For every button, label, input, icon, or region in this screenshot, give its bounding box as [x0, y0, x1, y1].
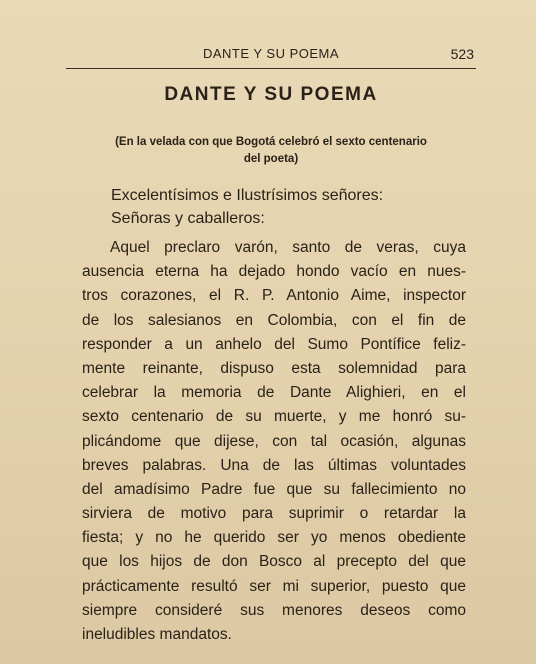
body-paragraph	[82, 236, 466, 647]
text-line: sexto centenario de su muerte, y me honró su-	[82, 408, 466, 426]
text-line: sirviera de motivo para suprimir o retardar la	[82, 505, 466, 523]
salutation	[111, 184, 383, 230]
text-line: mente reinante, dispuso esta solemnidad para	[82, 359, 466, 377]
text-line: tros corazones, el R. P. Antonio Aime, inspector	[82, 287, 466, 305]
text-line: ineludibles mandatos.	[82, 626, 232, 643]
text-line: celebrar la memoria de Dante Alighieri, en el	[82, 384, 466, 402]
text-line: plicándome que dijese, con tal ocasión, algunas	[82, 432, 466, 450]
text-line: responder a un anhelo del Sumo Pontífice feliz-	[82, 335, 466, 353]
subtitle-line-2: del poeta)	[243, 153, 299, 165]
chapter-title: DANTE Y SU POEMA	[164, 84, 378, 105]
text-line: del amadísimo Padre fue que su fallecimiento no	[82, 480, 466, 498]
running-title: DANTE Y SU POEMA	[202, 46, 340, 61]
salutation-line-2: Señoras y caballeros:	[111, 210, 265, 227]
text-line: fiesta; y no he querido ser yo menos obediente	[82, 529, 466, 547]
salutation-line-1: Excelentísimos e Ilustrísimos señores:	[111, 187, 384, 204]
chapter-subtitle	[80, 134, 462, 168]
text-line: Aquel preclaro varón, santo de veras, cuya	[110, 239, 466, 256]
text-line: prácticamente resultó ser mi superior, puesto que	[82, 577, 466, 595]
text-line: breves palabras. Una de las últimas voluntades	[82, 456, 466, 474]
text-line: siempre consideré sus menores deseos como	[82, 601, 466, 619]
text-line: ausencia eterna ha dejado hondo vacío en nues-	[82, 263, 466, 281]
page-number: 523	[450, 46, 474, 62]
text-line: que los hijos de don Bosco al precepto del que	[82, 553, 466, 571]
running-header	[66, 42, 476, 69]
text-line: de los salesianos en Colombia, con el fin de	[82, 311, 466, 329]
subtitle-line-1: (En la velada con que Bogotá celebró el sexto centenario	[115, 136, 427, 148]
